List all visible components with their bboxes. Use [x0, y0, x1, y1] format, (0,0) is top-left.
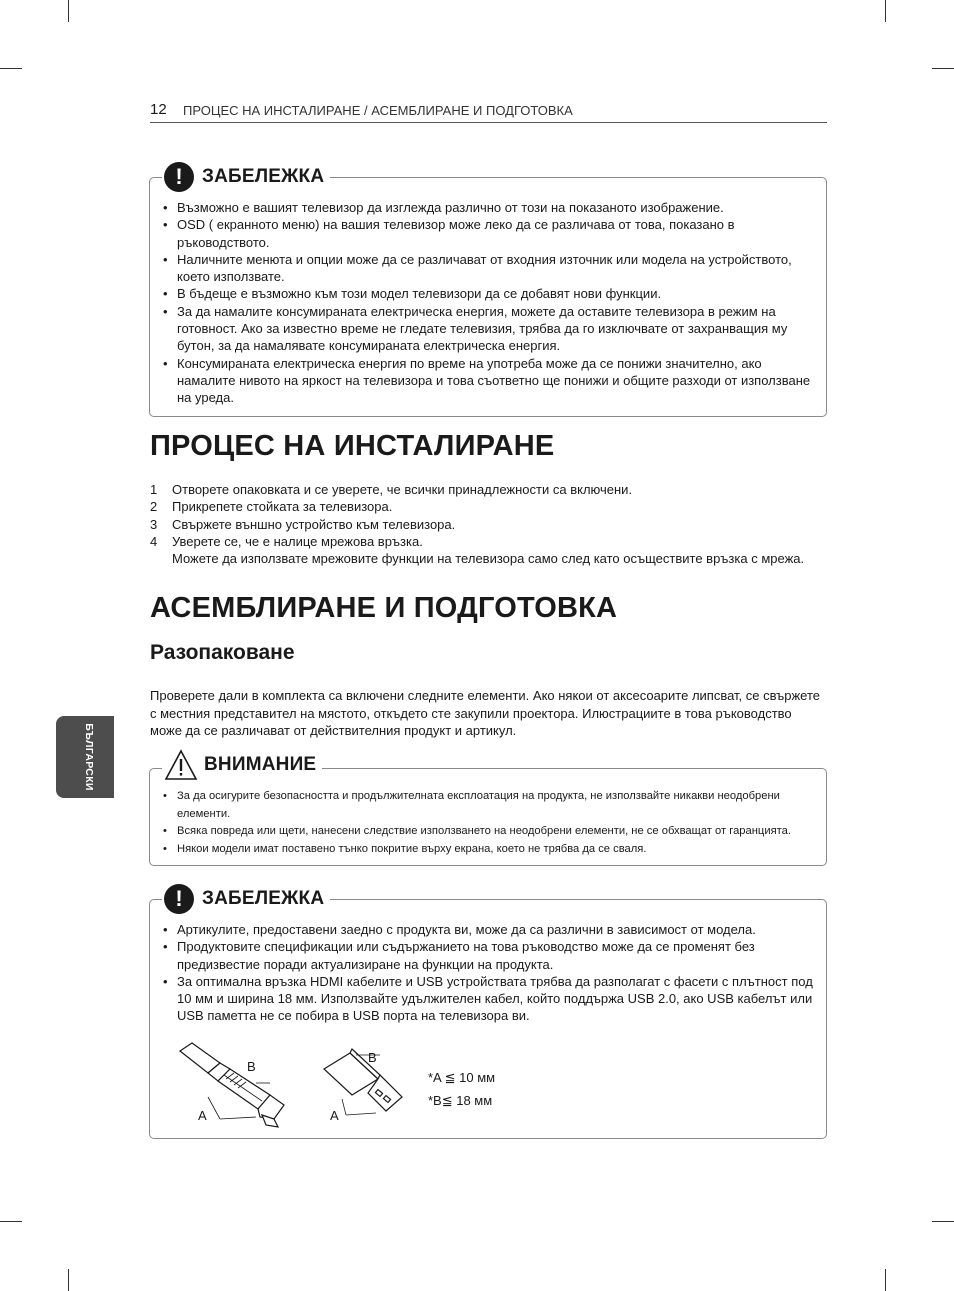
dimension-b: *B≦ 18 мм: [428, 1093, 493, 1108]
crop-mark: [0, 1221, 22, 1222]
exclamation-icon: !: [164, 162, 194, 192]
list-item: • Консумираната електрическа енергия по време на употреба може да се понижи значително, ако намалите нивото на яркост на телевизора и това съответно ще понижи и общите разходи от използване на уреда.: [163, 355, 816, 407]
assembly-heading: АСЕМБЛИРАНЕ И ПОДГОТОВКА: [150, 592, 618, 624]
note-box-header: [162, 879, 330, 919]
list-item: [150, 481, 822, 498]
list-item: • Продуктовите спецификации или съдържанието на това ръководство може да се променят без предизвестие поради актуализиране на функции на продукта.: [163, 938, 816, 973]
step-text: Свържете външно устройство към телевизора.: [172, 516, 456, 532]
crop-mark: [0, 68, 22, 69]
label-b: B: [247, 1059, 256, 1074]
step-number: 1: [150, 482, 158, 497]
crop-mark: [68, 0, 69, 22]
page-number: 12: [150, 101, 167, 118]
install-steps: [150, 481, 822, 567]
warning-triangle-icon: [164, 749, 198, 781]
step-number: 4: [150, 533, 158, 549]
dimension-a: *A ≦ 10 мм: [428, 1070, 496, 1085]
hdmi-connector-illustration: [174, 1039, 324, 1139]
caution-box: [149, 754, 827, 866]
crop-mark: [885, 1269, 886, 1291]
list-item: • Всяка повреда или щети, нанесени следствие използването на неодобрени елементи, не се обхващат от гаранцията.: [163, 823, 816, 841]
list-item: • За да намалите консумираната електрическа енергия, можете да оставите телевизора в режим на готовност. Ако за известно време не гледате телевизия, трябва да го изключвате от захранващия му бутон, за да намалявате консумираната електрическа енергия.: [163, 303, 816, 355]
language-tab-label: БЪЛГАРСКИ: [83, 723, 95, 791]
step-number: 3: [150, 516, 158, 532]
label-b: B: [368, 1050, 377, 1065]
list-item: • Някои модели имат поставено тънко покритие върху екрана, което не трябва да се сваля.: [163, 841, 816, 859]
crop-mark: [885, 0, 886, 22]
list-item: [150, 516, 822, 533]
note-list: [163, 921, 816, 1025]
language-tab: [56, 716, 114, 798]
note-title: ЗАБЕЛЕЖКА: [202, 888, 325, 909]
caution-list: [163, 788, 816, 858]
install-heading: ПРОЦЕС НА ИНСТАЛИРАНЕ: [150, 430, 555, 462]
list-item: [150, 533, 822, 568]
step-text: Отворете опаковката и се уверете, че всички принадлежности са включени.: [172, 482, 633, 497]
crop-mark: [932, 1221, 954, 1222]
caution-title: ВНИМАНИЕ: [204, 754, 317, 775]
note-list: [163, 199, 816, 407]
list-item: • OSD ( екранното меню) на вашия телевизор може леко да се различава от това, показано в ръководството.: [163, 216, 816, 251]
caution-box-header: [162, 745, 322, 785]
step-text: Прикрепете стойката за телевизора.: [172, 499, 393, 515]
list-item: [150, 498, 822, 515]
step-text: Уверете се, че е налице мрежова връзка.: [172, 533, 423, 549]
step-text-extra: Можете да използвате мрежовите функции на телевизора само след като осъществите връзка с мрежа.: [172, 551, 805, 567]
step-number: 2: [150, 499, 158, 515]
list-item: • Наличните менюта и опции може да се различават от входния източник или модела на устройството, което използвате.: [163, 251, 816, 286]
unpacking-paragraph: Проверете дали в комплекта са включени следните елементи. Ако някои от аксесоарите липсват, се свържете с местния представител на мястото, откъдето сте закупили проектора. Илюстрациите в това ръководство може да се различават от действителния продукт и артикул.: [150, 688, 820, 739]
page-header: [150, 101, 827, 123]
crop-mark: [932, 68, 954, 69]
crop-mark: [68, 1269, 69, 1291]
unpacking-subheading: Разопаковане: [150, 641, 295, 664]
note-box: [149, 886, 827, 1139]
running-title: ПРОЦЕС НА ИНСТАЛИРАНЕ / АСЕМБЛИРАНЕ И ПОДГОТОВКА: [183, 103, 573, 118]
note-box-header: [162, 157, 330, 197]
label-a: A: [330, 1108, 339, 1123]
list-item: • Възможно е вашият телевизор да изглежда различно от този на показаното изображение.: [163, 199, 816, 216]
list-item: • За да осигурите безопасността и продължителната експлоатация на продукта, не използвайте никакви неодобрени елементи.: [163, 788, 816, 823]
label-a: A: [198, 1108, 207, 1123]
list-item: • В бъдеще е възможно към този модел телевизори да се добавят нови функции.: [163, 285, 816, 302]
exclamation-icon: !: [164, 884, 194, 914]
note-title: ЗАБЕЛЕЖКА: [202, 166, 325, 187]
list-item: • Артикулите, предоставени заедно с продукта ви, може да са различни в зависимост от модела.: [163, 921, 816, 938]
note-box: [149, 164, 827, 417]
list-item: • За оптимална връзка HDMI кабелите и USB устройствата трябва да разполагат с фасети с плътност под 10 мм и ширина 18 мм. Използвайте удължителен кабел, който поддържа USB 2.0, ако USB кабелът или USB паметта не се побира в USB порта на телевизора ви.: [163, 973, 816, 1025]
